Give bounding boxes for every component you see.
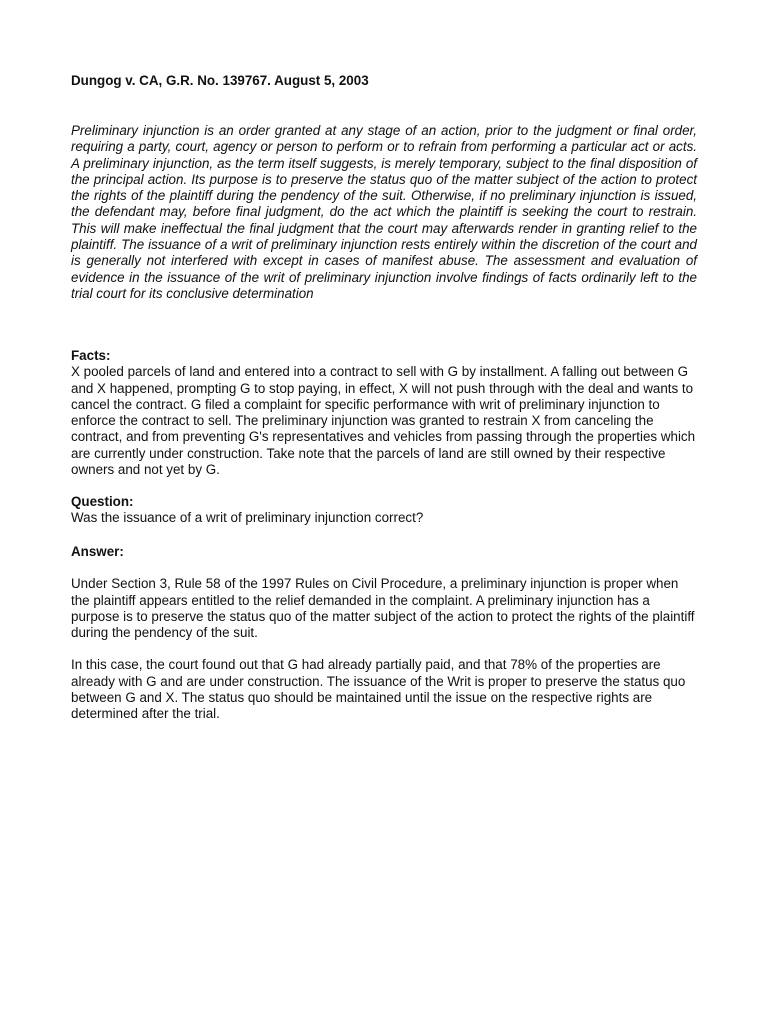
doctrine-paragraph: Preliminary injunction is an order granted at any stage of an action, prior to the judgment or final order, requiring a party, court, agency or person to perform or to refrain from performing a particular act or acts. A preliminary injunction, as the term itself suggests, is merely temporary, subject to the final disposition of the principal action. Its purpose is to preserve the status quo of the matter subject of the action to protect the rights of the plaintiff during the pendency of the suit. Otherwise, if no preliminary injunction is issued, the defendant may, before final judgment, do the act which the plaintiff is seeking the court to restrain. This will make ineffectual the final judgment that the court may afterwards render in granting relief to the plaintiff. The issuance of a writ of preliminary injunction rests entirely within the discretion of the court and is generally not interfered with except in cases of manifest abuse. The assessment and evaluation of evidence in the issuance of the writ of preliminary injunction involve findings of facts ordinarily left to the trial court for its conclusive determination	[71, 123, 697, 301]
answer-paragraph-2: In this case, the court found out that G had already partially paid, and that 78% of the properties are already with G and are under construction. The issuance of the Writ is proper to preserve the status quo between G and X. The status quo should be maintained until the issue on the respective rights are determined after the trial.	[71, 657, 686, 722]
facts-text: X pooled parcels of land and entered into a contract to sell with G by installment. A falling out between G and X happened, prompting G to stop paying, in effect, X will not push through with the deal and wants to cancel the contract. G filed a complaint for specific performance with writ of preliminary injunction to enforce the contract to sell. The preliminary injunction was granted to restrain X from canceling the contract, and from preventing G's representatives and vehicles from passing through the properties which are currently under construction. Take note that the parcels of land are still owned by their respective owners and not yet by G.	[71, 364, 696, 478]
question-section	[71, 494, 697, 527]
question-heading: Question:	[71, 494, 134, 509]
facts-heading: Facts:	[71, 348, 111, 363]
question-text: Was the issuance of a writ of preliminary injunction correct?	[71, 510, 424, 526]
answer-paragraph-1: Under Section 3, Rule 58 of the 1997 Rules on Civil Procedure, a preliminary injunction is proper when the plaintiff appears entitled to the relief demanded in the complaint. A preliminary injunction has a purpose is to preserve the status quo of the matter subject of the action to protect the rights of the plaintiff during the pendency of the suit.	[71, 576, 695, 641]
answer-heading: Answer:	[71, 544, 124, 559]
facts-section	[71, 348, 697, 478]
document-page	[71, 0, 697, 1024]
case-title: Dungog v. CA, G.R. No. 139767. August 5, 2003	[71, 73, 369, 88]
answer-section	[71, 544, 697, 723]
